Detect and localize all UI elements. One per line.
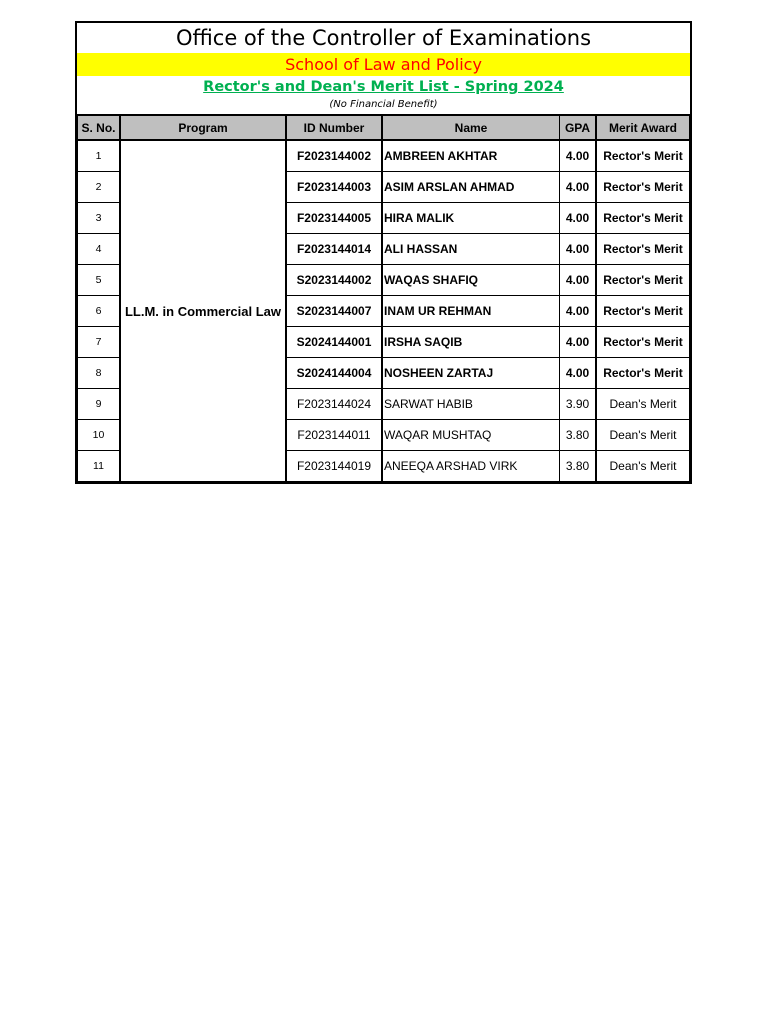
row-id-number: F2023144005 (286, 203, 382, 234)
row-gpa: 4.00 (560, 234, 597, 265)
financial-note: (No Financial Benefit) (329, 99, 438, 110)
row-gpa: 4.00 (560, 296, 597, 327)
row-merit-award: Rector's Merit (596, 203, 690, 234)
row-gpa: 4.00 (560, 265, 597, 296)
merit-list-sheet (75, 21, 692, 484)
office-title: Office of the Controller of Examinations (175, 26, 592, 50)
row-gpa: 4.00 (560, 358, 597, 389)
row-name: INAM UR REHMAN (382, 296, 560, 327)
row-merit-award: Rector's Merit (596, 358, 690, 389)
row-name: NOSHEEN ZARTAJ (382, 358, 560, 389)
row-sno: 10 (78, 420, 121, 451)
row-id-number: F2023144024 (286, 389, 382, 420)
row-name: ALI HASSAN (382, 234, 560, 265)
table-header-row (78, 115, 690, 140)
row-id-number: F2023144002 (286, 140, 382, 172)
row-gpa: 4.00 (560, 140, 597, 172)
row-id-number: F2023144011 (286, 420, 382, 451)
row-sno: 1 (78, 140, 121, 172)
table-row (78, 140, 690, 172)
row-id-number: S2023144002 (286, 265, 382, 296)
column-header-sno: S. No. (78, 115, 121, 140)
column-header-gpa: GPA (560, 115, 597, 140)
row-gpa: 3.90 (560, 389, 597, 420)
row-name: WAQAR MUSHTAQ (382, 420, 560, 451)
row-merit-award: Rector's Merit (596, 265, 690, 296)
merit-table (77, 114, 690, 482)
row-id-number: F2023144003 (286, 172, 382, 203)
row-merit-award: Rector's Merit (596, 327, 690, 358)
row-merit-award: Rector's Merit (596, 234, 690, 265)
row-merit-award: Dean's Merit (596, 420, 690, 451)
row-sno: 2 (78, 172, 121, 203)
row-merit-award: Rector's Merit (596, 172, 690, 203)
row-merit-award: Rector's Merit (596, 140, 690, 172)
row-gpa: 3.80 (560, 451, 597, 482)
row-merit-award: Rector's Merit (596, 296, 690, 327)
row-id-number: S2023144007 (286, 296, 382, 327)
row-gpa: 3.80 (560, 420, 597, 451)
row-name: ASIM ARSLAN AHMAD (382, 172, 560, 203)
row-name: HIRA MALIK (382, 203, 560, 234)
row-sno: 4 (78, 234, 121, 265)
list-title-text: Rector's and Dean's Merit List - Spring 2024 (203, 79, 564, 95)
row-sno: 5 (78, 265, 121, 296)
row-name: IRSHA SAQIB (382, 327, 560, 358)
row-id-number: S2024144004 (286, 358, 382, 389)
row-sno: 3 (78, 203, 121, 234)
row-merit-award: Dean's Merit (596, 451, 690, 482)
row-sno: 6 (78, 296, 121, 327)
row-id-number: S2024144001 (286, 327, 382, 358)
row-id-number: F2023144014 (286, 234, 382, 265)
row-name: WAQAS SHAFIQ (382, 265, 560, 296)
column-header-name: Name (382, 115, 560, 140)
row-gpa: 4.00 (560, 203, 597, 234)
table-body (78, 140, 690, 482)
row-sno: 8 (78, 358, 121, 389)
list-title (77, 76, 690, 98)
column-header-id: ID Number (286, 115, 382, 140)
row-sno: 11 (78, 451, 121, 482)
row-gpa: 4.00 (560, 172, 597, 203)
program-cell: LL.M. in Commercial Law (120, 140, 286, 482)
row-sno: 7 (78, 327, 121, 358)
school-name: School of Law and Policy (77, 53, 690, 76)
row-name: SARWAT HABIB (382, 389, 560, 420)
row-id-number: F2023144019 (286, 451, 382, 482)
row-sno: 9 (78, 389, 121, 420)
column-header-award: Merit Award (596, 115, 690, 140)
column-header-program: Program (120, 115, 286, 140)
row-merit-award: Dean's Merit (596, 389, 690, 420)
row-name: AMBREEN AKHTAR (382, 140, 560, 172)
row-name: ANEEQA ARSHAD VIRK (382, 451, 560, 482)
row-gpa: 4.00 (560, 327, 597, 358)
